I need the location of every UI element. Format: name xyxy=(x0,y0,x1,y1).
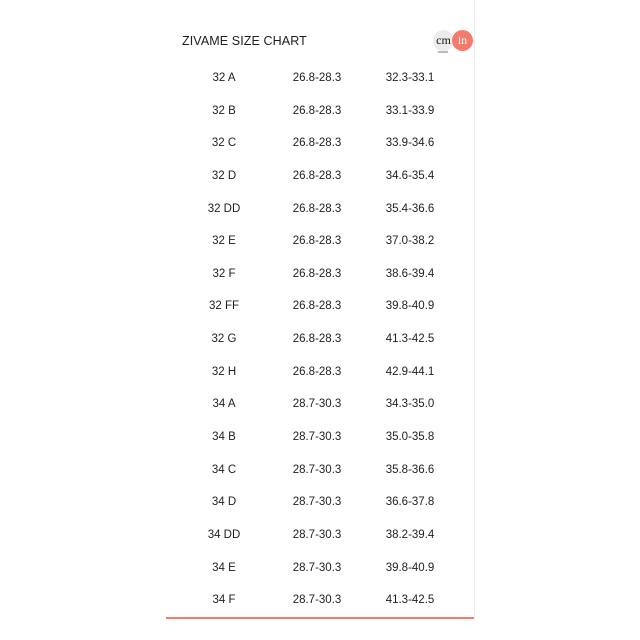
table-row xyxy=(166,422,474,455)
underbust-cell: 26.8-28.3 xyxy=(292,169,342,182)
size-cell: 34 E xyxy=(212,561,236,574)
size-cell: 32 DD xyxy=(207,202,241,215)
size-cell: 32 A xyxy=(212,72,236,84)
size-cell: 34 F xyxy=(212,594,236,607)
size-cell: 32 H xyxy=(211,365,237,378)
table-row xyxy=(166,128,474,161)
underbust-cell: 26.8-28.3 xyxy=(292,333,342,346)
underbust-cell: 28.7-30.3 xyxy=(292,463,342,476)
table-row xyxy=(166,520,474,553)
size-chart-header xyxy=(182,32,472,52)
underbust-cell: 26.8-28.3 xyxy=(292,365,342,378)
bust-cell: 41.3-42.5 xyxy=(385,594,435,607)
table-row xyxy=(166,585,474,618)
underbust-cell: 28.7-30.3 xyxy=(292,561,342,574)
unit-selected-indicator xyxy=(438,51,448,53)
bust-cell: 38.2-39.4 xyxy=(385,528,435,541)
table-row xyxy=(166,553,474,586)
underbust-cell: 26.8-28.3 xyxy=(292,300,342,313)
underbust-cell: 26.8-28.3 xyxy=(292,202,342,215)
bust-cell: 36.6-37.8 xyxy=(385,496,435,509)
size-cell: 34 B xyxy=(212,431,236,444)
underbust-cell: 26.8-28.3 xyxy=(292,72,342,84)
bust-cell: 37.0-38.2 xyxy=(385,235,435,248)
underbust-cell: 28.7-30.3 xyxy=(292,496,342,509)
underbust-cell: 28.7-30.3 xyxy=(292,594,342,607)
bust-cell: 35.8-36.6 xyxy=(385,463,435,476)
bust-cell: 39.8-40.9 xyxy=(385,300,435,313)
table-row xyxy=(166,161,474,194)
bust-cell: 34.6-35.4 xyxy=(385,169,435,182)
table-row xyxy=(166,487,474,520)
table-row xyxy=(166,194,474,227)
table-row xyxy=(166,324,474,357)
size-cell: 34 C xyxy=(211,463,237,476)
table-row xyxy=(166,226,474,259)
underbust-cell: 26.8-28.3 xyxy=(292,137,342,150)
size-cell: 32 C xyxy=(211,137,237,150)
table-row xyxy=(166,357,474,390)
bust-cell: 38.6-39.4 xyxy=(385,267,435,280)
size-cell: 32 B xyxy=(212,104,236,117)
bust-cell: 33.9-34.6 xyxy=(385,137,435,150)
underbust-cell: 26.8-28.3 xyxy=(292,235,342,248)
underbust-cell: 28.7-30.3 xyxy=(292,431,342,444)
size-cell: 32 G xyxy=(211,333,237,346)
table-row xyxy=(166,63,474,96)
page-title: ZIVAME SIZE CHART xyxy=(182,34,307,48)
table-row xyxy=(166,96,474,129)
table-row xyxy=(166,389,474,422)
size-cell: 34 D xyxy=(211,496,237,509)
bust-cell: 42.9-44.1 xyxy=(385,365,435,378)
size-chart-panel xyxy=(166,0,475,618)
unit-in-button[interactable]: in xyxy=(452,30,473,51)
size-table xyxy=(166,63,474,618)
table-row xyxy=(166,455,474,488)
underbust-cell: 26.8-28.3 xyxy=(292,104,342,117)
bust-cell: 41.3-42.5 xyxy=(385,333,435,346)
bust-cell: 34.3-35.0 xyxy=(385,398,435,411)
bust-cell: 32.3-33.1 xyxy=(385,72,435,84)
size-cell: 32 FF xyxy=(208,300,240,313)
underbust-cell: 28.7-30.3 xyxy=(292,398,342,411)
size-cell: 32 D xyxy=(211,169,237,182)
table-row xyxy=(166,291,474,324)
bust-cell: 39.8-40.9 xyxy=(385,561,435,574)
size-cell: 32 E xyxy=(212,235,236,248)
accent-divider xyxy=(166,617,474,619)
bust-cell: 33.1-33.9 xyxy=(385,104,435,117)
bust-cell: 35.0-35.8 xyxy=(385,431,435,444)
size-cell: 34 DD xyxy=(207,528,241,541)
table-row xyxy=(166,259,474,292)
unit-cm-button[interactable]: cm xyxy=(433,30,454,51)
unit-toggle[interactable] xyxy=(433,30,475,52)
size-cell: 34 A xyxy=(212,398,236,411)
bust-cell: 35.4-36.6 xyxy=(385,202,435,215)
underbust-cell: 28.7-30.3 xyxy=(292,528,342,541)
underbust-cell: 26.8-28.3 xyxy=(292,267,342,280)
size-cell: 32 F xyxy=(212,267,236,280)
